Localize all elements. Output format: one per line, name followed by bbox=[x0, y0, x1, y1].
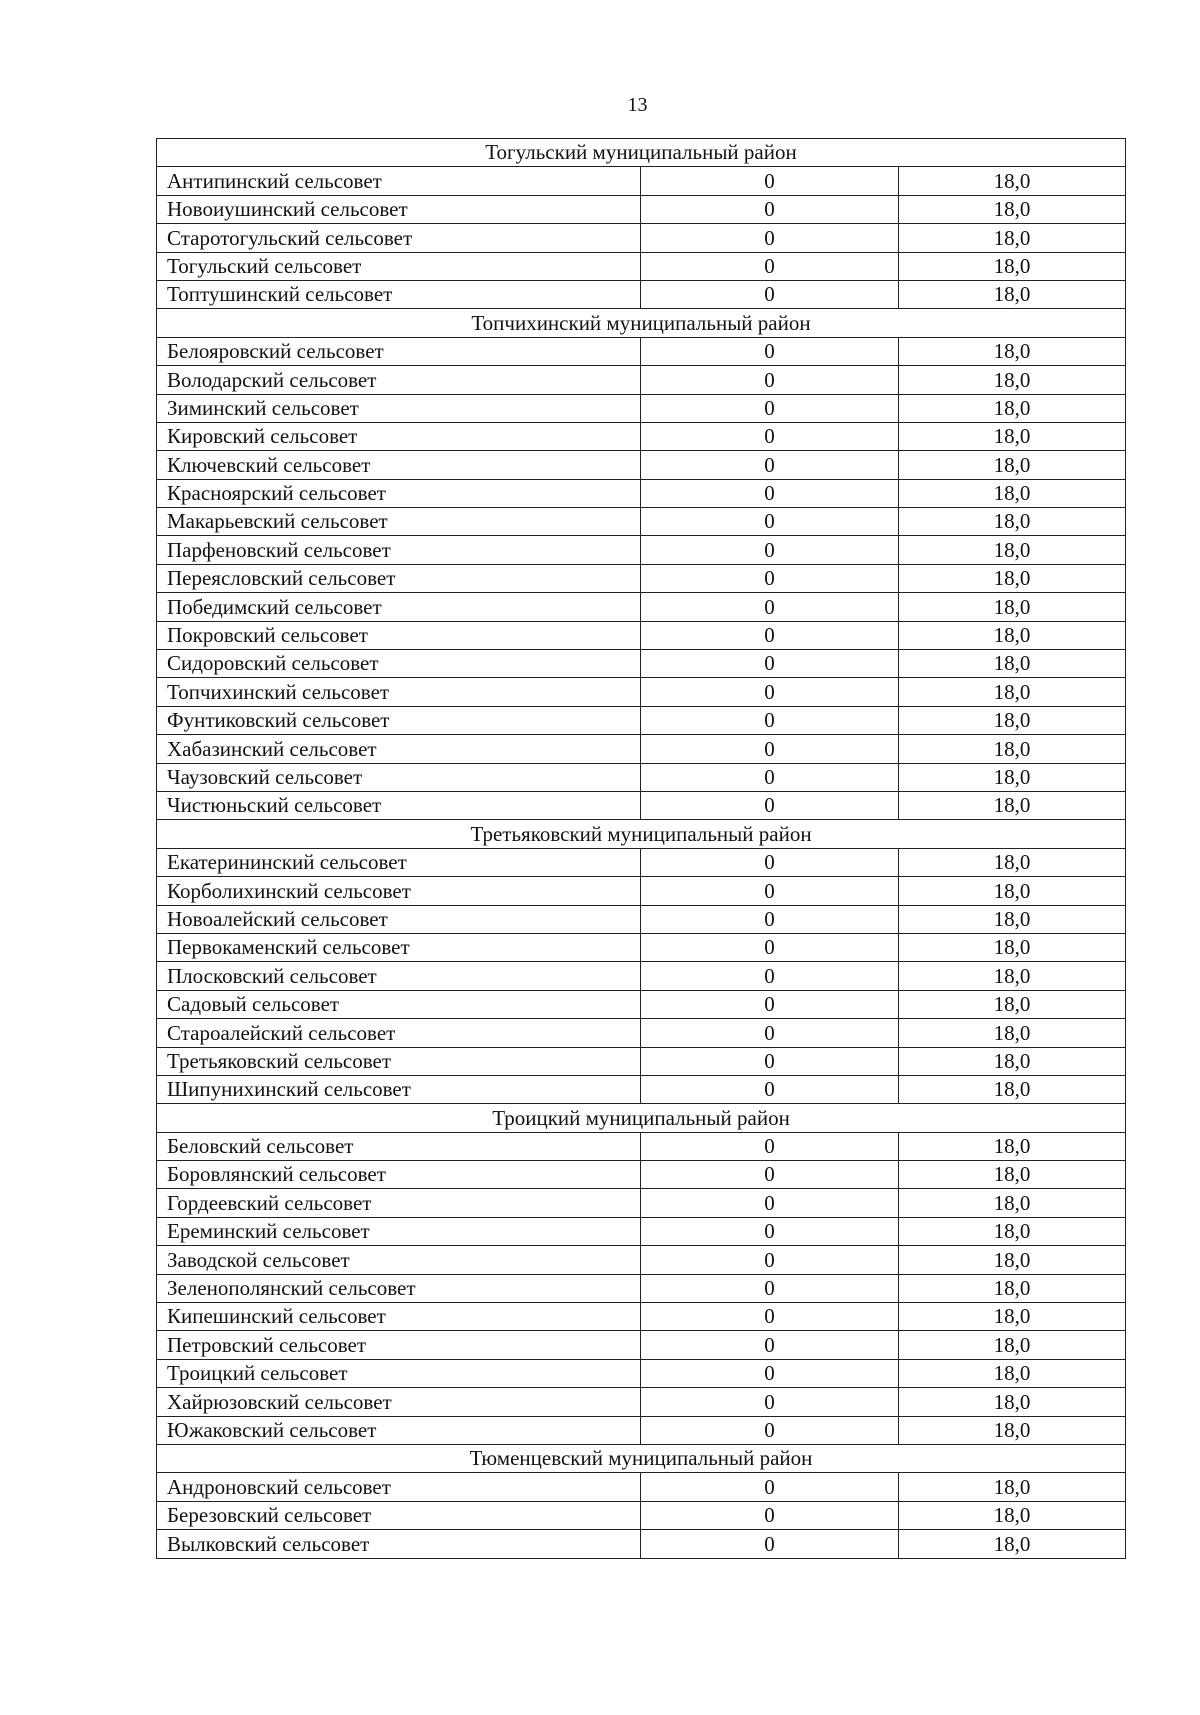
value-2-cell: 18,0 bbox=[899, 252, 1126, 280]
value-1-cell: 0 bbox=[641, 1047, 899, 1075]
value-2-cell: 18,0 bbox=[899, 564, 1126, 592]
value-1-cell: 0 bbox=[641, 706, 899, 734]
value-2-cell: 18,0 bbox=[899, 195, 1126, 223]
value-1-cell: 0 bbox=[641, 1388, 899, 1416]
value-1-cell: 0 bbox=[641, 933, 899, 961]
district-header-row bbox=[157, 309, 1126, 337]
value-1-cell: 0 bbox=[641, 1473, 899, 1501]
value-1-cell: 0 bbox=[641, 1331, 899, 1359]
value-1-cell: 0 bbox=[641, 650, 899, 678]
value-1-cell: 0 bbox=[641, 224, 899, 252]
table-row bbox=[157, 706, 1126, 734]
table-row bbox=[157, 650, 1126, 678]
value-2-cell: 18,0 bbox=[899, 791, 1126, 819]
page-number: 13 bbox=[627, 94, 648, 116]
value-2-cell: 18,0 bbox=[899, 706, 1126, 734]
table-row bbox=[157, 905, 1126, 933]
value-2-cell: 18,0 bbox=[899, 280, 1126, 308]
settlement-name-cell: Новоиушинский сельсовет bbox=[157, 195, 641, 223]
value-1-cell: 0 bbox=[641, 479, 899, 507]
settlement-name-cell: Вылковский сельсовет bbox=[157, 1530, 641, 1558]
value-1-cell: 0 bbox=[641, 1359, 899, 1387]
table-row bbox=[157, 1530, 1126, 1558]
value-2-cell: 18,0 bbox=[899, 735, 1126, 763]
settlement-name-cell: Заводской сельсовет bbox=[157, 1246, 641, 1274]
value-2-cell: 18,0 bbox=[899, 990, 1126, 1018]
settlement-name-cell: Сидоровский сельсовет bbox=[157, 650, 641, 678]
value-1-cell: 0 bbox=[641, 1274, 899, 1302]
table-row bbox=[157, 621, 1126, 649]
district-title: Тюменцевский муниципальный район bbox=[157, 1444, 1126, 1472]
value-1-cell: 0 bbox=[641, 252, 899, 280]
settlement-name-cell: Фунтиковский сельсовет bbox=[157, 706, 641, 734]
settlements-table bbox=[156, 138, 1126, 1559]
value-1-cell: 0 bbox=[641, 564, 899, 592]
settlement-name-cell: Володарский сельсовет bbox=[157, 366, 641, 394]
value-2-cell: 18,0 bbox=[899, 1303, 1126, 1331]
value-1-cell: 0 bbox=[641, 536, 899, 564]
settlement-name-cell: Парфеновский сельсовет bbox=[157, 536, 641, 564]
settlement-name-cell: Андроновский сельсовет bbox=[157, 1473, 641, 1501]
value-1-cell: 0 bbox=[641, 791, 899, 819]
settlement-name-cell: Гордеевский сельсовет bbox=[157, 1189, 641, 1217]
table-row bbox=[157, 1501, 1126, 1529]
table-row bbox=[157, 1019, 1126, 1047]
value-2-cell: 18,0 bbox=[899, 1388, 1126, 1416]
value-1-cell: 0 bbox=[641, 877, 899, 905]
value-2-cell: 18,0 bbox=[899, 1047, 1126, 1075]
table-row bbox=[157, 536, 1126, 564]
settlement-name-cell: Хабазинский сельсовет bbox=[157, 735, 641, 763]
value-2-cell: 18,0 bbox=[899, 366, 1126, 394]
settlement-name-cell: Южаковский сельсовет bbox=[157, 1416, 641, 1444]
value-2-cell: 18,0 bbox=[899, 877, 1126, 905]
table-row bbox=[157, 1161, 1126, 1189]
table-row bbox=[157, 1359, 1126, 1387]
value-2-cell: 18,0 bbox=[899, 1501, 1126, 1529]
value-2-cell: 18,0 bbox=[899, 848, 1126, 876]
value-2-cell: 18,0 bbox=[899, 337, 1126, 365]
table-row bbox=[157, 763, 1126, 791]
table-body bbox=[157, 139, 1126, 1559]
settlement-name-cell: Садовый сельсовет bbox=[157, 990, 641, 1018]
table-row bbox=[157, 394, 1126, 422]
table-row bbox=[157, 1388, 1126, 1416]
settlement-name-cell: Боровлянский сельсовет bbox=[157, 1161, 641, 1189]
value-2-cell: 18,0 bbox=[899, 508, 1126, 536]
value-1-cell: 0 bbox=[641, 366, 899, 394]
table-row bbox=[157, 1473, 1126, 1501]
value-1-cell: 0 bbox=[641, 451, 899, 479]
value-2-cell: 18,0 bbox=[899, 1359, 1126, 1387]
value-2-cell: 18,0 bbox=[899, 1331, 1126, 1359]
settlement-name-cell: Плосковский сельсовет bbox=[157, 962, 641, 990]
value-1-cell: 0 bbox=[641, 167, 899, 195]
table-row bbox=[157, 564, 1126, 592]
district-header-row bbox=[157, 139, 1126, 167]
value-2-cell: 18,0 bbox=[899, 933, 1126, 961]
value-1-cell: 0 bbox=[641, 735, 899, 763]
district-title: Тогульский муниципальный район bbox=[157, 139, 1126, 167]
value-2-cell: 18,0 bbox=[899, 1189, 1126, 1217]
table-row bbox=[157, 1189, 1126, 1217]
value-1-cell: 0 bbox=[641, 1530, 899, 1558]
settlement-name-cell: Победимский сельсовет bbox=[157, 593, 641, 621]
value-2-cell: 18,0 bbox=[899, 394, 1126, 422]
table-row bbox=[157, 990, 1126, 1018]
table-row bbox=[157, 224, 1126, 252]
settlement-name-cell: Екатерининский сельсовет bbox=[157, 848, 641, 876]
value-1-cell: 0 bbox=[641, 621, 899, 649]
value-2-cell: 18,0 bbox=[899, 905, 1126, 933]
settlement-name-cell: Макарьевский сельсовет bbox=[157, 508, 641, 536]
value-2-cell: 18,0 bbox=[899, 224, 1126, 252]
settlement-name-cell: Ключевский сельсовет bbox=[157, 451, 641, 479]
settlement-name-cell: Беловский сельсовет bbox=[157, 1132, 641, 1160]
value-1-cell: 0 bbox=[641, 593, 899, 621]
table-row bbox=[157, 1246, 1126, 1274]
table-row bbox=[157, 735, 1126, 763]
value-1-cell: 0 bbox=[641, 1303, 899, 1331]
table-row bbox=[157, 451, 1126, 479]
table-row bbox=[157, 337, 1126, 365]
value-1-cell: 0 bbox=[641, 1161, 899, 1189]
value-1-cell: 0 bbox=[641, 1501, 899, 1529]
value-2-cell: 18,0 bbox=[899, 621, 1126, 649]
settlement-name-cell: Топтушинский сельсовет bbox=[157, 280, 641, 308]
settlement-name-cell: Зиминский сельсовет bbox=[157, 394, 641, 422]
value-2-cell: 18,0 bbox=[899, 167, 1126, 195]
value-2-cell: 18,0 bbox=[899, 763, 1126, 791]
value-1-cell: 0 bbox=[641, 280, 899, 308]
settlement-name-cell: Новоалейский сельсовет bbox=[157, 905, 641, 933]
value-1-cell: 0 bbox=[641, 1132, 899, 1160]
table-row bbox=[157, 962, 1126, 990]
table-row bbox=[157, 280, 1126, 308]
table-row bbox=[157, 167, 1126, 195]
value-1-cell: 0 bbox=[641, 905, 899, 933]
value-2-cell: 18,0 bbox=[899, 1217, 1126, 1245]
table-row bbox=[157, 848, 1126, 876]
settlement-name-cell: Корболихинский сельсовет bbox=[157, 877, 641, 905]
value-2-cell: 18,0 bbox=[899, 962, 1126, 990]
table-row bbox=[157, 1416, 1126, 1444]
table-row bbox=[157, 933, 1126, 961]
settlement-name-cell: Старотогульский сельсовет bbox=[157, 224, 641, 252]
value-1-cell: 0 bbox=[641, 508, 899, 536]
value-2-cell: 18,0 bbox=[899, 1246, 1126, 1274]
value-1-cell: 0 bbox=[641, 1246, 899, 1274]
table-row bbox=[157, 791, 1126, 819]
district-title: Третьяковский муниципальный район bbox=[157, 820, 1126, 848]
table-row bbox=[157, 195, 1126, 223]
value-1-cell: 0 bbox=[641, 1189, 899, 1217]
settlement-name-cell: Чистюньский сельсовет bbox=[157, 791, 641, 819]
value-1-cell: 0 bbox=[641, 195, 899, 223]
table-row bbox=[157, 366, 1126, 394]
district-header-row bbox=[157, 1444, 1126, 1472]
value-1-cell: 0 bbox=[641, 394, 899, 422]
table-row bbox=[157, 1331, 1126, 1359]
value-2-cell: 18,0 bbox=[899, 1075, 1126, 1103]
value-2-cell: 18,0 bbox=[899, 1416, 1126, 1444]
table-row bbox=[157, 252, 1126, 280]
settlement-name-cell: Переясловский сельсовет bbox=[157, 564, 641, 592]
settlement-name-cell: Покровский сельсовет bbox=[157, 621, 641, 649]
settlement-name-cell: Ереминский сельсовет bbox=[157, 1217, 641, 1245]
value-2-cell: 18,0 bbox=[899, 1132, 1126, 1160]
value-1-cell: 0 bbox=[641, 422, 899, 450]
value-2-cell: 18,0 bbox=[899, 536, 1126, 564]
settlement-name-cell: Красноярский сельсовет bbox=[157, 479, 641, 507]
value-1-cell: 0 bbox=[641, 1019, 899, 1047]
settlement-name-cell: Староалейский сельсовет bbox=[157, 1019, 641, 1047]
value-1-cell: 0 bbox=[641, 962, 899, 990]
value-2-cell: 18,0 bbox=[899, 451, 1126, 479]
settlement-name-cell: Третьяковский сельсовет bbox=[157, 1047, 641, 1075]
table-row bbox=[157, 877, 1126, 905]
district-title: Троицкий муниципальный район bbox=[157, 1104, 1126, 1132]
settlement-name-cell: Первокаменский сельсовет bbox=[157, 933, 641, 961]
value-1-cell: 0 bbox=[641, 763, 899, 791]
district-header-row bbox=[157, 1104, 1126, 1132]
value-2-cell: 18,0 bbox=[899, 422, 1126, 450]
settlement-name-cell: Кировский сельсовет bbox=[157, 422, 641, 450]
settlement-name-cell: Антипинский сельсовет bbox=[157, 167, 641, 195]
district-header-row bbox=[157, 820, 1126, 848]
table-row bbox=[157, 1132, 1126, 1160]
value-2-cell: 18,0 bbox=[899, 1274, 1126, 1302]
settlement-name-cell: Белояровский сельсовет bbox=[157, 337, 641, 365]
table-row bbox=[157, 422, 1126, 450]
settlement-name-cell: Березовский сельсовет bbox=[157, 1501, 641, 1529]
value-2-cell: 18,0 bbox=[899, 1161, 1126, 1189]
value-1-cell: 0 bbox=[641, 1217, 899, 1245]
settlement-name-cell: Зеленополянский сельсовет bbox=[157, 1274, 641, 1302]
value-1-cell: 0 bbox=[641, 337, 899, 365]
table-row bbox=[157, 479, 1126, 507]
settlement-name-cell: Петровский сельсовет bbox=[157, 1331, 641, 1359]
value-2-cell: 18,0 bbox=[899, 1019, 1126, 1047]
value-1-cell: 0 bbox=[641, 1075, 899, 1103]
value-2-cell: 18,0 bbox=[899, 650, 1126, 678]
settlement-name-cell: Чаузовский сельсовет bbox=[157, 763, 641, 791]
table-row bbox=[157, 593, 1126, 621]
value-2-cell: 18,0 bbox=[899, 593, 1126, 621]
table-row bbox=[157, 1274, 1126, 1302]
settlement-name-cell: Хайрюзовский сельсовет bbox=[157, 1388, 641, 1416]
table-row bbox=[157, 678, 1126, 706]
table-row bbox=[157, 1217, 1126, 1245]
value-2-cell: 18,0 bbox=[899, 678, 1126, 706]
value-1-cell: 0 bbox=[641, 848, 899, 876]
settlement-name-cell: Топчихинский сельсовет bbox=[157, 678, 641, 706]
settlement-name-cell: Тогульский сельсовет bbox=[157, 252, 641, 280]
value-1-cell: 0 bbox=[641, 990, 899, 1018]
value-2-cell: 18,0 bbox=[899, 1530, 1126, 1558]
settlement-name-cell: Шипунихинский сельсовет bbox=[157, 1075, 641, 1103]
value-1-cell: 0 bbox=[641, 1416, 899, 1444]
value-2-cell: 18,0 bbox=[899, 479, 1126, 507]
district-title: Топчихинский муниципальный район bbox=[157, 309, 1126, 337]
value-1-cell: 0 bbox=[641, 678, 899, 706]
table-row bbox=[157, 508, 1126, 536]
table-row bbox=[157, 1075, 1126, 1103]
table-row bbox=[157, 1303, 1126, 1331]
settlement-name-cell: Троицкий сельсовет bbox=[157, 1359, 641, 1387]
settlement-name-cell: Кипешинский сельсовет bbox=[157, 1303, 641, 1331]
value-2-cell: 18,0 bbox=[899, 1473, 1126, 1501]
table-row bbox=[157, 1047, 1126, 1075]
